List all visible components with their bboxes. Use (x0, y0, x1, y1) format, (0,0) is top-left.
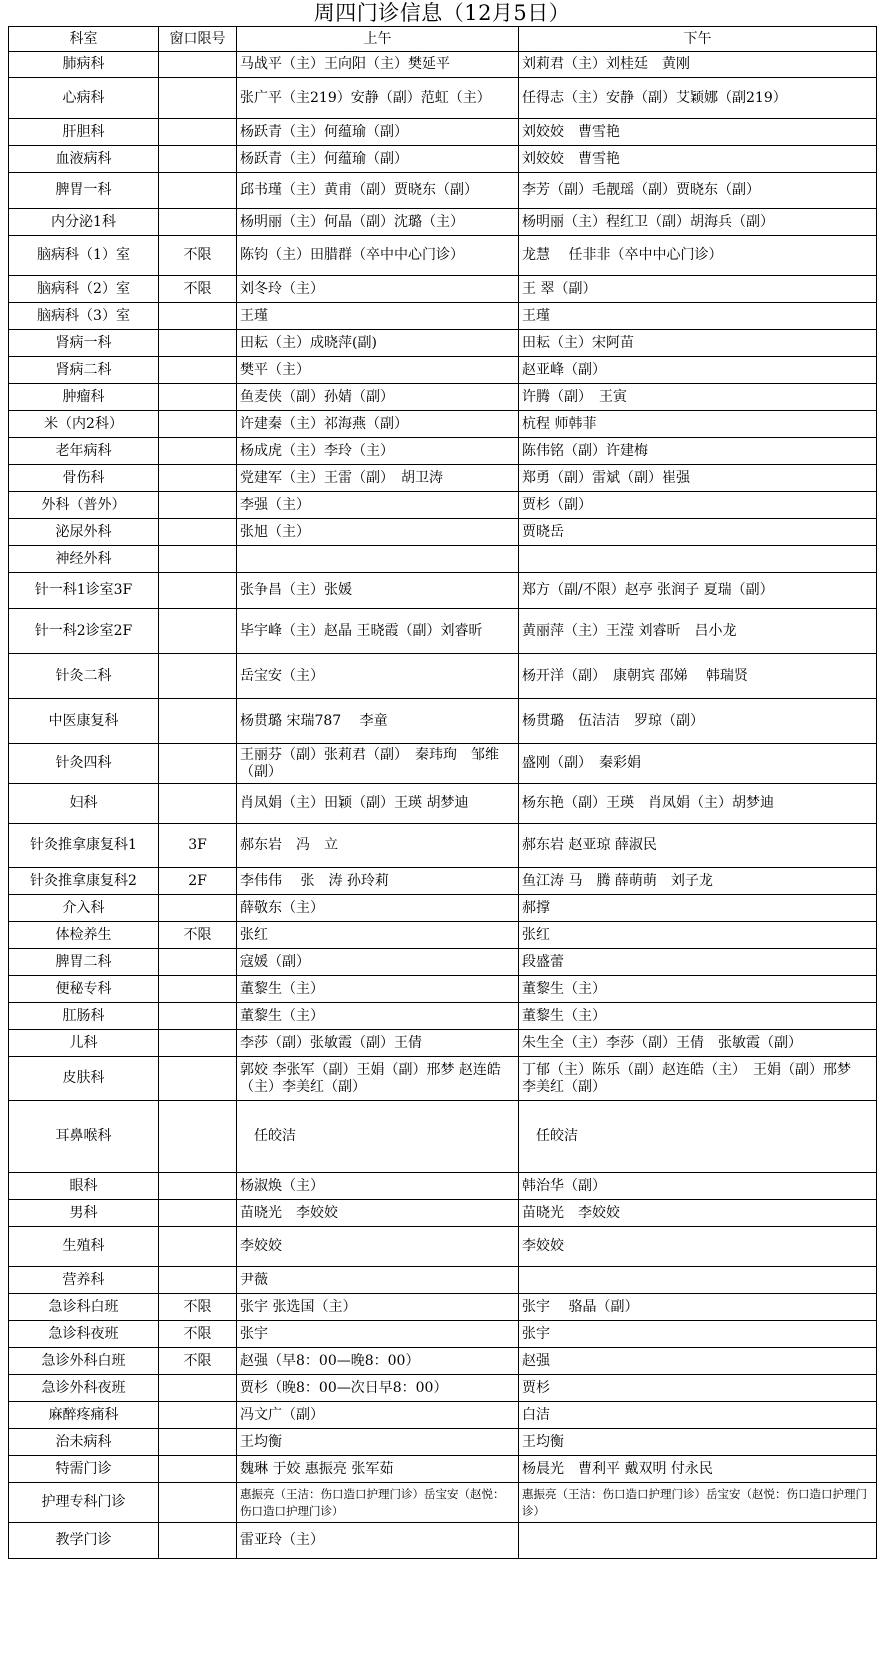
afternoon-cell: 刘姣姣 曹雪艳 (519, 119, 877, 146)
dept-cell: 脑病科（2）室 (9, 276, 159, 303)
dept-cell: 急诊外科白班 (9, 1348, 159, 1375)
table-row (9, 330, 877, 357)
window-limit-cell: 不限 (159, 1294, 237, 1321)
morning-cell: 张广平（主219）安静（副）范虹（主） (237, 78, 519, 119)
dept-cell: 肾病一科 (9, 330, 159, 357)
afternoon-cell: 贾杉 (519, 1375, 877, 1402)
window-limit-cell (159, 1375, 237, 1402)
afternoon-cell: 龙慧 任非非（卒中中心门诊） (519, 236, 877, 276)
window-limit-cell (159, 744, 237, 784)
morning-cell: 薛敬东（主） (237, 895, 519, 922)
morning-cell: 刘冬玲（主） (237, 276, 519, 303)
afternoon-cell: 张宇 骆晶（副） (519, 1294, 877, 1321)
table-row (9, 236, 877, 276)
afternoon-cell: 贾杉（副） (519, 492, 877, 519)
afternoon-cell: 杨明丽（主）程红卫（副）胡海兵（副） (519, 209, 877, 236)
afternoon-cell: 杨贯璐 伍洁洁 罗琼（副） (519, 699, 877, 744)
window-limit-cell (159, 1456, 237, 1483)
afternoon-cell: 郑勇（副）雷斌（副）崔强 (519, 465, 877, 492)
morning-cell: 党建军（主）王雷（副） 胡卫涛 (237, 465, 519, 492)
afternoon-cell: 张红 (519, 922, 877, 949)
window-limit-cell (159, 1173, 237, 1200)
morning-cell: 李强（主） (237, 492, 519, 519)
dept-cell: 急诊外科夜班 (9, 1375, 159, 1402)
dept-cell: 脑病科（1）室 (9, 236, 159, 276)
morning-cell: 尹薇 (237, 1267, 519, 1294)
window-limit-cell (159, 173, 237, 209)
afternoon-cell: 许腾（副） 王寅 (519, 384, 877, 411)
window-limit-cell (159, 330, 237, 357)
afternoon-cell: 鱼江涛 马 腾 薛萌萌 刘子龙 (519, 868, 877, 895)
window-limit-cell: 2F (159, 868, 237, 895)
table-row (9, 1483, 877, 1523)
dept-cell: 肿瘤科 (9, 384, 159, 411)
table-row (9, 146, 877, 173)
afternoon-cell: 田耘（主）宋阿苗 (519, 330, 877, 357)
table-row (9, 519, 877, 546)
morning-cell: 郭姣 李张军（副）王娟（副）邢梦 赵连皓（主）李美红（副） (237, 1057, 519, 1101)
table-row (9, 699, 877, 744)
dept-cell: 外科（普外） (9, 492, 159, 519)
afternoon-cell: 刘莉君（主）刘桂廷 黄刚 (519, 52, 877, 78)
afternoon-cell: 郑方（副/不限）赵亭 张润子 夏瑞（副） (519, 573, 877, 609)
dept-cell: 泌尿外科 (9, 519, 159, 546)
window-limit-cell (159, 465, 237, 492)
morning-cell: 樊平（主） (237, 357, 519, 384)
morning-cell: 惠振亮（王洁：伤口造口护理门诊）岳宝安（赵悦：伤口造口护理门诊） (237, 1483, 519, 1523)
table-row (9, 949, 877, 976)
afternoon-cell: 郝撑 (519, 895, 877, 922)
window-limit-cell (159, 1200, 237, 1227)
dept-cell: 耳鼻喉科 (9, 1101, 159, 1173)
table-row (9, 276, 877, 303)
dept-cell: 针灸推拿康复科1 (9, 824, 159, 868)
table-row (9, 1057, 877, 1101)
afternoon-cell: 陈伟铭（副）许建梅 (519, 438, 877, 465)
window-limit-cell: 不限 (159, 1321, 237, 1348)
dept-cell: 中医康复科 (9, 699, 159, 744)
morning-cell: 雷亚玲（主） (237, 1523, 519, 1559)
morning-cell: 魏琳 于姣 惠振亮 张军茹 (237, 1456, 519, 1483)
window-limit-cell (159, 384, 237, 411)
table-row (9, 1267, 877, 1294)
table-row (9, 1348, 877, 1375)
afternoon-cell: 贾晓岳 (519, 519, 877, 546)
dept-cell: 内分泌1科 (9, 209, 159, 236)
window-limit-cell (159, 1003, 237, 1030)
morning-cell: 李姣姣 (237, 1227, 519, 1267)
window-limit-cell: 不限 (159, 276, 237, 303)
table-row (9, 119, 877, 146)
table-row (9, 1321, 877, 1348)
afternoon-cell: 苗晓光 李姣姣 (519, 1200, 877, 1227)
dept-cell: 心病科 (9, 78, 159, 119)
morning-cell: 张宇 张选国（主） (237, 1294, 519, 1321)
dept-cell: 米（内2科） (9, 411, 159, 438)
dept-cell: 肺病科 (9, 52, 159, 78)
afternoon-cell: 李芳（副）毛靓瑶（副）贾晓东（副） (519, 173, 877, 209)
afternoon-cell: 董黎生（主） (519, 1003, 877, 1030)
afternoon-cell: 黄丽萍（主）王滢 刘睿昕 吕小龙 (519, 609, 877, 654)
table-row (9, 1456, 877, 1483)
clinic-schedule-table (8, 26, 877, 1559)
header-pm: 下午 (519, 27, 877, 52)
dept-cell: 教学门诊 (9, 1523, 159, 1559)
afternoon-cell: 丁郁（主）陈乐（副）赵连皓（主） 王娟（副）邢梦 李美红（副） (519, 1057, 877, 1101)
morning-cell (237, 546, 519, 573)
morning-cell: 郝东岩 冯 立 (237, 824, 519, 868)
table-row (9, 609, 877, 654)
morning-cell: 王均衡 (237, 1429, 519, 1456)
dept-cell: 营养科 (9, 1267, 159, 1294)
window-limit-cell: 不限 (159, 1348, 237, 1375)
table-row (9, 1429, 877, 1456)
dept-cell: 皮肤科 (9, 1057, 159, 1101)
window-limit-cell (159, 1523, 237, 1559)
table-row (9, 411, 877, 438)
afternoon-cell: 惠振亮（王洁：伤口造口护理门诊）岳宝安（赵悦：伤口造口护理门诊） (519, 1483, 877, 1523)
window-limit-cell (159, 546, 237, 573)
table-row (9, 922, 877, 949)
afternoon-cell (519, 546, 877, 573)
morning-cell: 毕宇峰（主）赵晶 王晓霞（副）刘睿昕 (237, 609, 519, 654)
table-row (9, 1523, 877, 1559)
window-limit-cell (159, 119, 237, 146)
window-limit-cell (159, 357, 237, 384)
dept-cell: 针灸二科 (9, 654, 159, 699)
afternoon-cell: 段盛蕾 (519, 949, 877, 976)
afternoon-cell: 任得志（主）安静（副）艾颖娜（副219） (519, 78, 877, 119)
window-limit-cell (159, 492, 237, 519)
window-limit-cell (159, 303, 237, 330)
afternoon-cell: 李姣姣 (519, 1227, 877, 1267)
window-limit-cell (159, 1402, 237, 1429)
afternoon-cell: 郝东岩 赵亚琼 薛淑民 (519, 824, 877, 868)
dept-cell: 骨伤科 (9, 465, 159, 492)
dept-cell: 脑病科（3）室 (9, 303, 159, 330)
dept-cell: 护理专科门诊 (9, 1483, 159, 1523)
window-limit-cell: 3F (159, 824, 237, 868)
dept-cell: 生殖科 (9, 1227, 159, 1267)
table-row (9, 209, 877, 236)
morning-cell: 苗晓光 李姣姣 (237, 1200, 519, 1227)
afternoon-cell (519, 1267, 877, 1294)
window-limit-cell (159, 1429, 237, 1456)
table-row (9, 868, 877, 895)
dept-cell: 血液病科 (9, 146, 159, 173)
afternoon-cell: 王 翠（副） (519, 276, 877, 303)
afternoon-cell: 赵强 (519, 1348, 877, 1375)
morning-cell: 贾杉（晚8：00—次日早8：00） (237, 1375, 519, 1402)
table-row (9, 78, 877, 119)
dept-cell: 体检养生 (9, 922, 159, 949)
dept-cell: 肛肠科 (9, 1003, 159, 1030)
table-row (9, 1375, 877, 1402)
afternoon-cell: 杨东艳（副）王瑛 肖凤娟（主）胡梦迪 (519, 784, 877, 824)
dept-cell: 眼科 (9, 1173, 159, 1200)
afternoon-cell: 董黎生（主） (519, 976, 877, 1003)
morning-cell: 邱书瑾（主）黄甫（副）贾晓东（副） (237, 173, 519, 209)
dept-cell: 特需门诊 (9, 1456, 159, 1483)
window-limit-cell (159, 1227, 237, 1267)
dept-cell: 针灸推拿康复科2 (9, 868, 159, 895)
window-limit-cell: 不限 (159, 922, 237, 949)
morning-cell: 冯文广（副） (237, 1402, 519, 1429)
dept-cell: 男科 (9, 1200, 159, 1227)
afternoon-cell: 盛刚（副） 秦彩娟 (519, 744, 877, 784)
window-limit-cell (159, 1101, 237, 1173)
table-row (9, 1173, 877, 1200)
dept-cell: 治未病科 (9, 1429, 159, 1456)
table-row (9, 1003, 877, 1030)
dept-cell: 妇科 (9, 784, 159, 824)
afternoon-cell: 杨开洋（副） 康朝宾 邵娣 韩瑞贤 (519, 654, 877, 699)
window-limit-cell: 不限 (159, 236, 237, 276)
table-row (9, 1294, 877, 1321)
afternoon-cell: 赵亚峰（副） (519, 357, 877, 384)
morning-cell: 董黎生（主） (237, 1003, 519, 1030)
table-row (9, 492, 877, 519)
header-am: 上午 (237, 27, 519, 52)
morning-cell: 岳宝安（主） (237, 654, 519, 699)
morning-cell: 田耘（主）成晓萍(副) (237, 330, 519, 357)
afternoon-cell: 王均衡 (519, 1429, 877, 1456)
table-row (9, 1200, 877, 1227)
morning-cell: 王丽芬（副）张莉君（副） 秦玮珣 邹维（副） (237, 744, 519, 784)
morning-cell: 张宇 (237, 1321, 519, 1348)
morning-cell: 陈钧（主）田腊群（卒中中心门诊） (237, 236, 519, 276)
table-header-row (9, 27, 877, 52)
afternoon-cell: 韩治华（副） (519, 1173, 877, 1200)
table-row (9, 744, 877, 784)
morning-cell: 杨贯璐 宋瑞787 李童 (237, 699, 519, 744)
table-row (9, 895, 877, 922)
dept-cell: 急诊科夜班 (9, 1321, 159, 1348)
afternoon-cell: 任皎洁 (519, 1101, 877, 1173)
dept-cell: 针灸四科 (9, 744, 159, 784)
window-limit-cell (159, 976, 237, 1003)
dept-cell: 针一科1诊室3F (9, 573, 159, 609)
morning-cell: 张红 (237, 922, 519, 949)
afternoon-cell: 白洁 (519, 1402, 877, 1429)
window-limit-cell (159, 1267, 237, 1294)
window-limit-cell (159, 699, 237, 744)
morning-cell: 杨成虎（主）李玲（主） (237, 438, 519, 465)
table-row (9, 976, 877, 1003)
dept-cell: 老年病科 (9, 438, 159, 465)
window-limit-cell (159, 1483, 237, 1523)
header-window: 窗口限号 (159, 27, 237, 52)
morning-cell: 张争昌（主）张媛 (237, 573, 519, 609)
window-limit-cell (159, 654, 237, 699)
morning-cell: 杨淑焕（主） (237, 1173, 519, 1200)
window-limit-cell (159, 438, 237, 465)
page-title: 周四门诊信息（12月5日） (313, 1, 571, 25)
morning-cell: 李莎（副）张敏霞（副）王倩 (237, 1030, 519, 1057)
window-limit-cell (159, 949, 237, 976)
morning-cell: 王瑾 (237, 303, 519, 330)
dept-cell: 针一科2诊室2F (9, 609, 159, 654)
dept-cell: 神经外科 (9, 546, 159, 573)
window-limit-cell (159, 609, 237, 654)
window-limit-cell (159, 573, 237, 609)
morning-cell: 杨明丽（主）何晶（副）沈璐（主） (237, 209, 519, 236)
window-limit-cell (159, 209, 237, 236)
dept-cell: 儿科 (9, 1030, 159, 1057)
afternoon-cell: 刘姣姣 曹雪艳 (519, 146, 877, 173)
dept-cell: 脾胃二科 (9, 949, 159, 976)
table-row (9, 573, 877, 609)
table-row (9, 1402, 877, 1429)
table-row (9, 173, 877, 209)
morning-cell: 杨跃青（主）何蕴瑜（副） (237, 146, 519, 173)
table-row (9, 824, 877, 868)
table-row (9, 52, 877, 78)
dept-cell: 介入科 (9, 895, 159, 922)
dept-cell: 便秘专科 (9, 976, 159, 1003)
table-row (9, 654, 877, 699)
table-row (9, 1101, 877, 1173)
dept-cell: 急诊科白班 (9, 1294, 159, 1321)
morning-cell: 肖凤娟（主）田颖（副）王瑛 胡梦迪 (237, 784, 519, 824)
table-row (9, 357, 877, 384)
morning-cell: 杨跃青（主）何蕴瑜（副） (237, 119, 519, 146)
morning-cell: 许建秦（主）祁海燕（副） (237, 411, 519, 438)
afternoon-cell: 王瑾 (519, 303, 877, 330)
table-row (9, 1030, 877, 1057)
morning-cell: 寇媛（副） (237, 949, 519, 976)
morning-cell: 李伟伟 张 涛 孙玲莉 (237, 868, 519, 895)
dept-cell: 肝胆科 (9, 119, 159, 146)
window-limit-cell (159, 895, 237, 922)
afternoon-cell: 杭程 师韩菲 (519, 411, 877, 438)
table-row (9, 784, 877, 824)
morning-cell: 张旭（主） (237, 519, 519, 546)
morning-cell: 马战平（主）王向阳（主）樊延平 (237, 52, 519, 78)
afternoon-cell: 朱生全（主）李莎（副）王倩 张敏霞（副） (519, 1030, 877, 1057)
dept-cell: 肾病二科 (9, 357, 159, 384)
table-row (9, 438, 877, 465)
morning-cell: 董黎生（主） (237, 976, 519, 1003)
morning-cell: 鱼麦侠（副）孙婧（副） (237, 384, 519, 411)
window-limit-cell (159, 1030, 237, 1057)
dept-cell: 麻醉疼痛科 (9, 1402, 159, 1429)
table-row (9, 1227, 877, 1267)
afternoon-cell (519, 1523, 877, 1559)
morning-cell: 任皎洁 (237, 1101, 519, 1173)
table-row (9, 465, 877, 492)
table-row (9, 303, 877, 330)
afternoon-cell: 张宇 (519, 1321, 877, 1348)
header-dept: 科室 (9, 27, 159, 52)
window-limit-cell (159, 78, 237, 119)
window-limit-cell (159, 411, 237, 438)
window-limit-cell (159, 146, 237, 173)
window-limit-cell (159, 1057, 237, 1101)
window-limit-cell (159, 784, 237, 824)
table-row (9, 384, 877, 411)
window-limit-cell (159, 519, 237, 546)
table-row (9, 546, 877, 573)
window-limit-cell (159, 52, 237, 78)
dept-cell: 脾胃一科 (9, 173, 159, 209)
morning-cell: 赵强（早8：00—晚8：00） (237, 1348, 519, 1375)
afternoon-cell: 杨晨光 曹利平 戴双明 付永民 (519, 1456, 877, 1483)
